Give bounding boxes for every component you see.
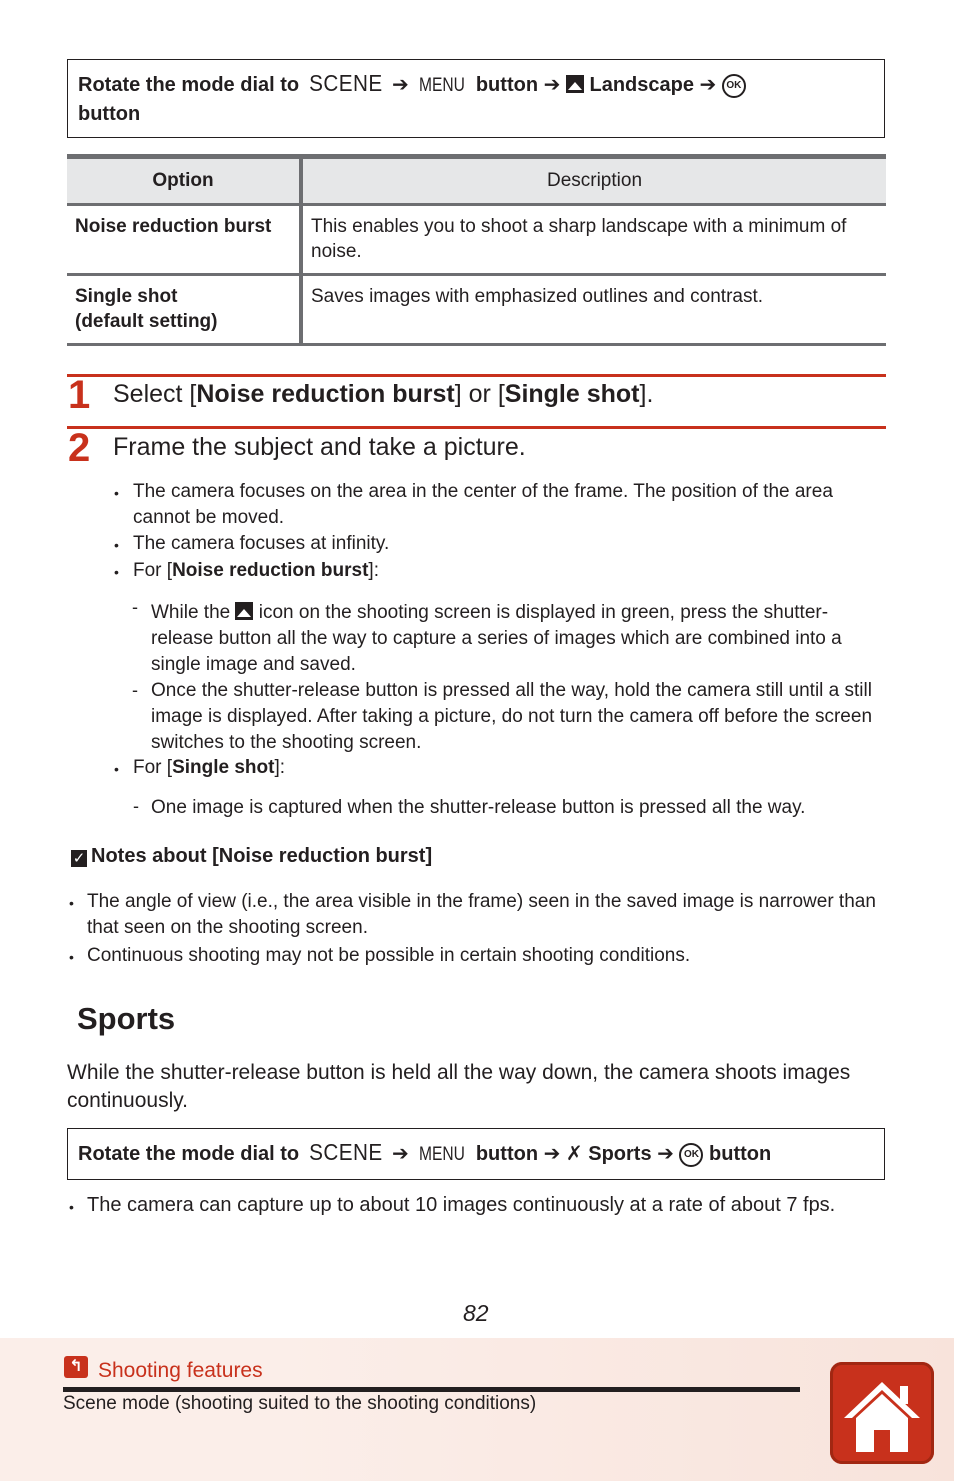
- table-header-row: [67, 157, 886, 205]
- nav-button-word: button: [475, 1143, 539, 1165]
- option-name: Noise reduction burst: [75, 216, 272, 237]
- scene-mode-icon: SCENE: [308, 1139, 383, 1165]
- arrow-icon: ➔: [543, 74, 561, 96]
- nav-prefix: Rotate the mode dial to: [78, 1143, 300, 1165]
- list-item: Continuous shooting may not be possible in certain shooting conditions.: [87, 945, 691, 966]
- option-description: This enables you to shoot a sharp landscape with a minimum of noise.: [311, 216, 847, 262]
- option-cell: [67, 275, 301, 345]
- list-item: [133, 755, 285, 781]
- step-text-part: Select [: [113, 380, 197, 408]
- page-number: 82: [463, 1300, 489, 1326]
- notes-title: [71, 845, 432, 868]
- section-intro: While the shutter-release button is held all the way down, the camera shoots images continuously.: [67, 1061, 851, 1112]
- step-text-part: ].: [639, 380, 654, 408]
- text-part: ]:: [274, 757, 286, 778]
- landscape-icon: [566, 75, 584, 93]
- sports-icon: ✗: [565, 1143, 583, 1165]
- text-part: For [: [133, 560, 173, 581]
- footer: [0, 1338, 954, 1481]
- scene-mode-icon: SCENE: [308, 70, 383, 96]
- ok-button-icon: OK: [679, 1143, 703, 1167]
- nav-prefix: Rotate the mode dial to: [78, 74, 300, 96]
- bullet-dot: •: [69, 1199, 74, 1215]
- text-part: For [: [133, 757, 173, 778]
- sports-navigation-box: [67, 1128, 885, 1180]
- dash-marker: -: [132, 597, 138, 617]
- footer-subtitle: Scene mode (shooting suited to the shooting conditions): [63, 1393, 537, 1414]
- dash-marker: -: [132, 680, 138, 700]
- sub-list-item: Once the shutter-release button is pressed all the way, hold the camera still until a still image is displayed. After taking a picture, do not turn the camera off before the screen switches to the shooting screen.: [151, 680, 873, 753]
- nav-suffix: button: [78, 103, 141, 125]
- bullet-dot: •: [114, 761, 119, 777]
- check-note-icon: ✓: [72, 850, 86, 867]
- column-header-option: Option: [67, 157, 301, 205]
- sub-list-item: [151, 600, 889, 678]
- bullet-dot: •: [69, 895, 74, 911]
- section-heading: Sports: [77, 1001, 176, 1036]
- step-2-rule: [67, 426, 886, 429]
- dash-marker: -: [133, 796, 139, 816]
- step-1-rule: [67, 374, 886, 377]
- arrow-icon: ➔: [657, 1143, 674, 1165]
- landscape-navigation-box: [67, 59, 885, 138]
- step-option-name: Noise reduction burst: [196, 380, 455, 408]
- option-name: Single shot: [75, 286, 178, 307]
- bullet-dot: •: [69, 949, 74, 965]
- nav-item-landscape: Landscape: [589, 74, 694, 96]
- bullet-dot: •: [114, 564, 119, 580]
- home-icon: [830, 1362, 934, 1464]
- option-name: Single shot: [172, 757, 275, 778]
- text-part: While the: [151, 602, 231, 623]
- footer-rule: [63, 1387, 800, 1392]
- list-item: The angle of view (i.e., the area visible in the frame) seen in the saved image is narrower than that seen on the shooting screen.: [87, 891, 876, 938]
- nav-button-word: button: [475, 74, 539, 96]
- bullet-dot: •: [114, 485, 119, 501]
- text-part: icon on the shooting screen is displayed in green, press the shutter-release button all the way to capture a series of images which are combined into a single image and saved.: [151, 602, 842, 675]
- nav-item-sports: Sports: [588, 1143, 652, 1165]
- step-number: 2: [68, 426, 91, 470]
- table-row: [67, 205, 886, 275]
- arrow-icon: ➔: [392, 74, 409, 96]
- arrow-icon: ➔: [392, 1143, 409, 1165]
- back-link-icon[interactable]: ↰: [64, 1356, 88, 1378]
- bullet-dot: •: [114, 537, 119, 553]
- section-link[interactable]: Shooting features: [98, 1359, 263, 1382]
- landscape-icon: [235, 602, 253, 620]
- table-row: [67, 275, 886, 345]
- option-description: Saves images with emphasized outlines and contrast.: [311, 286, 764, 307]
- home-button[interactable]: [830, 1362, 934, 1464]
- description-cell: [301, 205, 886, 275]
- option-name: Noise reduction burst: [172, 560, 369, 581]
- option-cell: [67, 205, 301, 275]
- arrow-icon: ➔: [699, 74, 717, 96]
- step-2-text: Frame the subject and take a picture.: [113, 433, 526, 461]
- step-text-part: ] or [: [454, 380, 505, 408]
- description-cell: [301, 275, 886, 345]
- list-item: [133, 558, 379, 584]
- menu-button-icon: MENU: [419, 75, 466, 96]
- step-1-text: [113, 380, 653, 409]
- menu-button-icon: MENU: [419, 1144, 466, 1165]
- nav-suffix: button: [709, 1143, 772, 1165]
- option-default-note: (default setting): [75, 311, 218, 332]
- options-table: [67, 154, 886, 346]
- column-header-description: Description: [301, 157, 886, 205]
- list-item: The camera focuses at infinity.: [133, 533, 390, 554]
- ok-button-icon: OK: [722, 74, 746, 98]
- list-item: The camera focuses on the area in the center of the frame. The position of the area cannot be moved.: [133, 481, 833, 528]
- arrow-icon: ➔: [543, 1143, 561, 1165]
- list-item: The camera can capture up to about 10 images continuously at a rate of about 7 fps.: [87, 1194, 836, 1216]
- notes-title-text: Notes about [Noise reduction burst]: [91, 845, 433, 867]
- sub-list-item: One image is captured when the shutter-release button is pressed all the way.: [151, 797, 806, 818]
- text-part: ]:: [368, 560, 379, 581]
- step-number: 1: [68, 373, 91, 417]
- step-option-name: Single shot: [504, 380, 640, 408]
